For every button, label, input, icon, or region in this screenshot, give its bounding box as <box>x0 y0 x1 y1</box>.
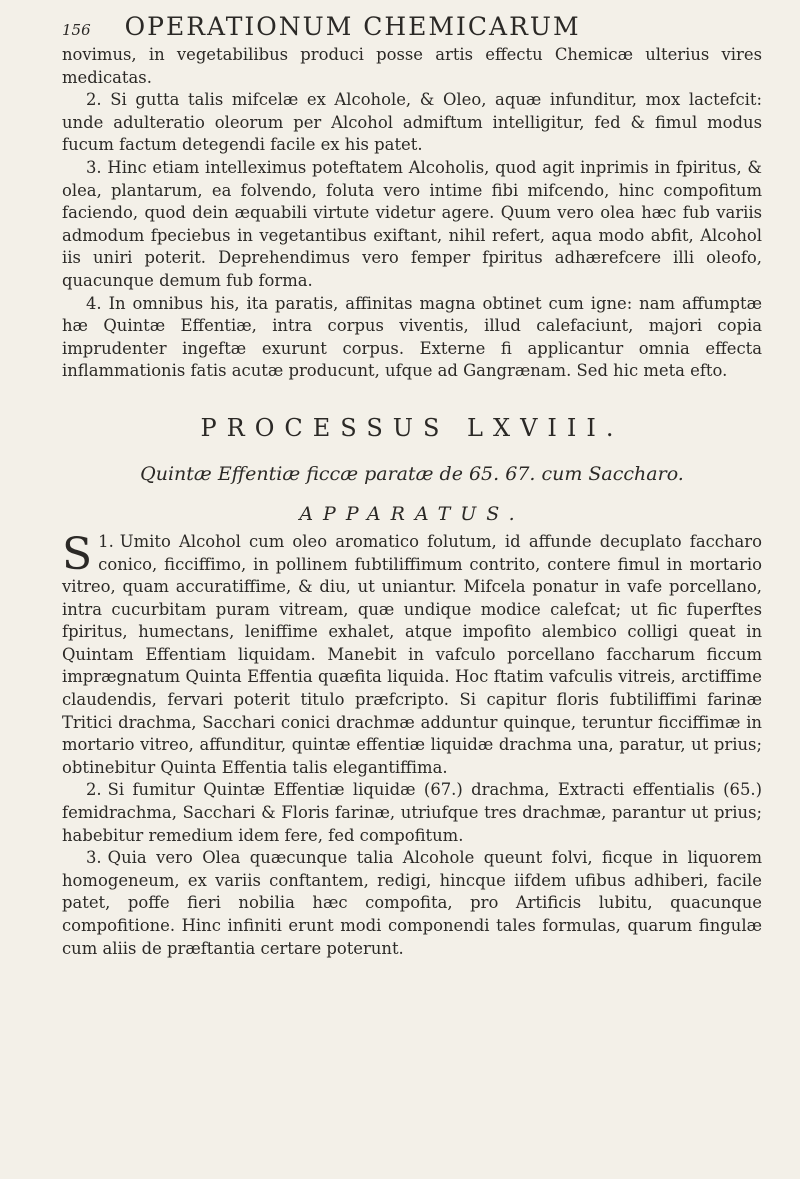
intro-paragraph: 4. In omnibus his, ita paratis, affinitas magna obtinet cum igne: nam affumptæ hæ Quintæ Effentiæ, intra corpus viventis, illud calefaciunt, majori copia imprudenter ingeftæ exurunt corpus. Externe fi applicantur omnia effecta inflammationis fatis acutæ producunt, ufque ad Gangrænam. Sed hic meta efto. <box>62 293 762 381</box>
section-text: Quia vero Olea quæcunque talia Alcohole queunt folvi, ficque in liquorem homogeneum, ex variis conftantem, redigi, hincque iifdem ufibus adhiberi, facile patet, poffe fieri nobilia hæc compofita, pro Artificis lubitu, quacunque compofitione. Hinc infiniti erunt modi componendi tales formulas, quarum fingulæ cum aliis de præftantia certare poterunt. <box>62 848 762 958</box>
drop-cap: S <box>62 528 93 580</box>
intro-paragraph: 3. Hinc etiam intelleximus poteftatem Alcoholis, quod agit inprimis in fpiritus, & olea, plantarum, ea folvendo, foluta vero intime fibi mifcendo, hinc compofitum faciendo, quod dein æquabili virtute videtur agere. Quum vero olea hæc fub variis admodum fpeciebus in vegetantibus exiftant, nihil refert, aqua modo abfit, Alcohol iis uniri poterit. Deprehendimus vero femper fpiritus adhærefcere illi oleofo, quacunque demum fub forma. <box>62 157 762 290</box>
section-text: Si fumitur Quintæ Effentiæ liquidæ (67.) drachma, Extracti effentialis (65.) femidrachma, Sacchari & Floris farinæ, utriufque tres drachmæ, parantur ut prius; habebitur remedium idem fere, fed compofitum. <box>62 780 762 845</box>
process-title: PROCESSUS LXVIII. <box>200 413 624 442</box>
intro-paragraph: 2. Si gutta talis mifcelæ ex Alcohole, & Oleo, aquæ infunditur, mox lactefcit: unde adulteratio oleorum per Alcohol admiftum intelligitur, fed & fimul modus fucum factum detegendi facile ex his patet. <box>62 90 762 155</box>
process-subtitle: Quintæ Effentiæ ficcæ paratæ de 65. 67. cum Saccharo. <box>140 462 684 485</box>
apparatus-heading: APPARATUS. <box>299 502 525 525</box>
section-paragraph-2 <box>62 779 762 847</box>
intro-paragraph: novimus, in vegetabilibus produci posse artis effectu Chemicæ ulterius vires medicatas. <box>62 45 762 87</box>
page-header <box>62 12 760 46</box>
running-head: OPERATIONUM CHEMICARUM <box>124 12 581 41</box>
section-paragraph-1 <box>62 528 762 780</box>
section-number: 1. <box>98 531 114 551</box>
page-number: 156 <box>62 21 91 39</box>
section-number: 2. <box>86 780 102 800</box>
section-paragraph-3 <box>62 847 762 960</box>
section-number: 3. <box>86 848 102 868</box>
page-body <box>62 44 762 960</box>
section-text: Umito Alcohol cum oleo aromatico folutum, id affunde decuplato faccharo conico, ficciffimo, in pollinem fubtiliffimum contrito, contere fimul in mortario vitreo, quam accuratiffime, & diu, ut uniantur. Mifcela ponatur in vafe porcellano, intra cucurbitam puram vitream, quæ undique modice calefcat; ut fic fuperftes fpiritus, humectans, leniffime exhalet, atque impofito alembico colligi queat in Quintam Effentiam liquidam. Manebit in vafculo porcellano faccharum ficcum imprægnatum Quinta Effentia quæfita liquida. Hoc ftatim vafculis vitreis, arctiffime claudendis, fervari poterit titulo præfcripto. Si capitur floris fubtiliffimi farinæ Tritici drachma, Sacchari conici drachmæ adduntur quinque, teruntur ficciffimæ in mortario vitreo, affunditur, quintæ effentiæ liquidæ drachma una, paratur, ut prius; obtinebitur Quinta Effentia talis elegantiffima. <box>62 531 762 777</box>
